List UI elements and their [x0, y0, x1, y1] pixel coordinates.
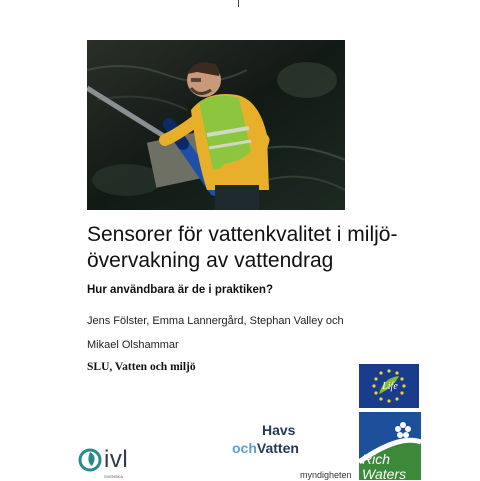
havs-logo-vatten: Vatten [256, 440, 299, 456]
document-subtitle: Hur användbara är de i praktiken? [87, 284, 273, 296]
life-logo [359, 364, 419, 408]
rich-waters-logo-icon [359, 412, 421, 480]
person-wading-stream-with-sensor-icon [87, 40, 345, 210]
document-title-line-1: Sensorer för vattenkvalitet i miljö- [87, 223, 398, 246]
document-title [87, 222, 417, 274]
rich-waters-logo [359, 412, 421, 480]
life-logo-text: Life [382, 381, 398, 392]
rich-waters-text-2: Waters [362, 466, 407, 480]
document-title-line-2: övervakning av vattendrag [87, 249, 334, 272]
ivl-logo-subtext: SVENSKA [104, 474, 123, 479]
authors-line-1: Jens Fölster, Emma Lannergård, Stephan Valley och [87, 315, 344, 327]
havs-logo-line-3: myndigheten [300, 470, 352, 480]
eu-life-logo-icon [359, 364, 419, 408]
page-top-mark [238, 0, 239, 7]
authors-line-2: Mikael Olshammar [87, 339, 179, 351]
havs-logo-och: och [232, 440, 257, 456]
rich-waters-text-1: Rich [362, 451, 391, 467]
havs-logo-line-1: Havs [262, 422, 296, 438]
havs-logo-line-2 [232, 440, 299, 456]
ivl-swirl-icon [78, 446, 104, 476]
authors [87, 309, 387, 357]
ivl-logo-text: ivl [104, 446, 129, 473]
organization: SLU, Vatten och miljö [87, 361, 196, 373]
cover-photo [87, 40, 345, 210]
